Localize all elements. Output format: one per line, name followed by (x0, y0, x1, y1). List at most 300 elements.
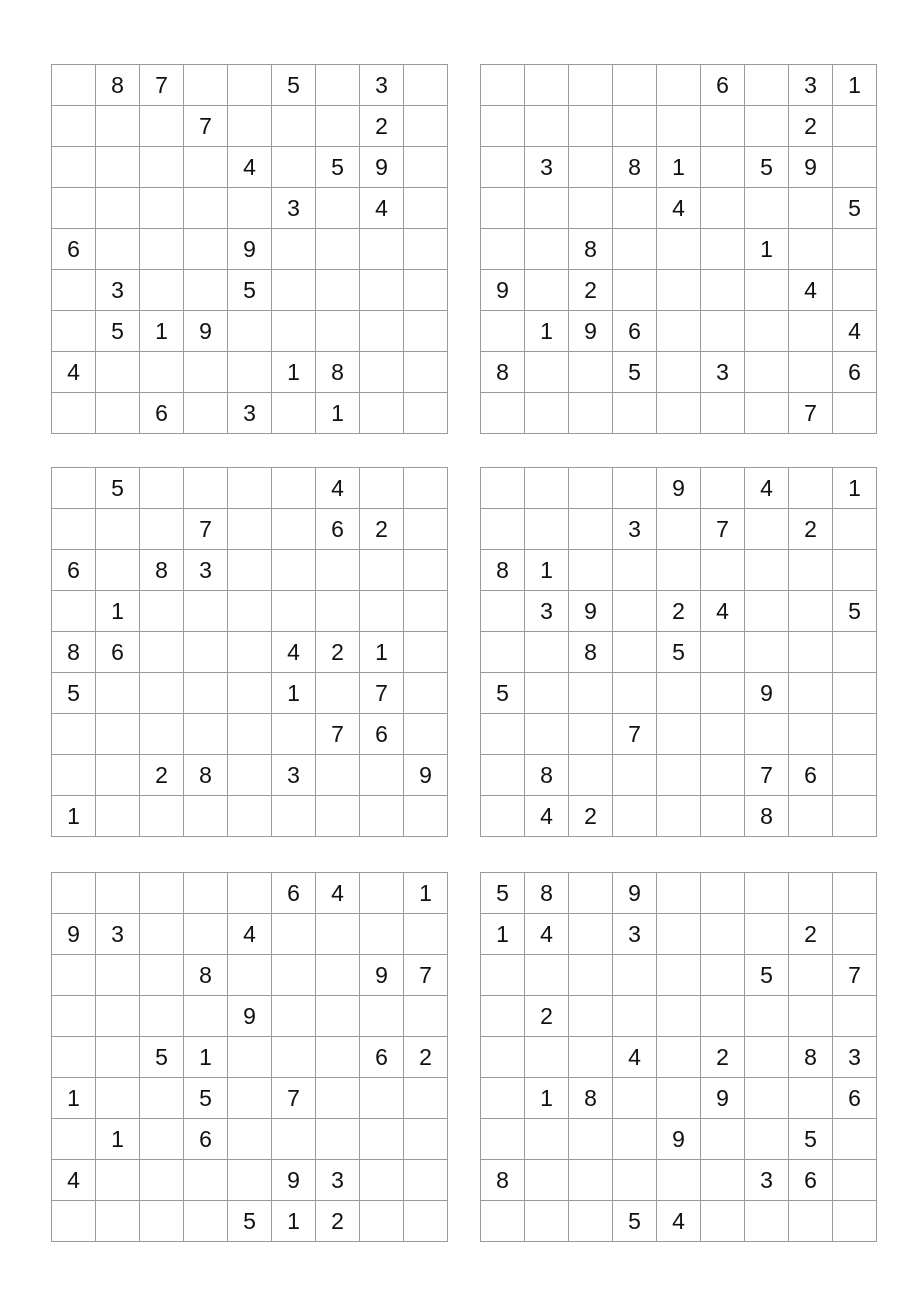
grid-cell (228, 1078, 272, 1119)
grid-cell (569, 1201, 613, 1242)
grid-cell (745, 714, 789, 755)
grid-cell (404, 1078, 448, 1119)
grid-cell (404, 714, 448, 755)
grid-cell (745, 632, 789, 673)
grid-cell (657, 673, 701, 714)
grid-cell (833, 393, 877, 434)
grid-cell: 2 (316, 1201, 360, 1242)
grid-cell (745, 311, 789, 352)
grid-cell (569, 996, 613, 1037)
grid-cell (316, 270, 360, 311)
grid-cell: 2 (657, 591, 701, 632)
grid-cell (96, 393, 140, 434)
grid-cell: 6 (52, 550, 96, 591)
grid-cell: 7 (789, 393, 833, 434)
grid-cell (789, 311, 833, 352)
grid-cell (613, 755, 657, 796)
grid-cell: 1 (140, 311, 184, 352)
grid-cell (657, 393, 701, 434)
grid-cell: 7 (613, 714, 657, 755)
grid-row (481, 632, 877, 673)
grid-cell (52, 714, 96, 755)
grid-cell: 3 (96, 270, 140, 311)
grid-cell (52, 1037, 96, 1078)
grid-cell (657, 1037, 701, 1078)
grid-cell (833, 914, 877, 955)
grid-row (481, 1037, 877, 1078)
grid-cell (833, 796, 877, 837)
grid-cell: 2 (404, 1037, 448, 1078)
grid-cell (833, 673, 877, 714)
grid-cell (52, 188, 96, 229)
grid-cell (52, 591, 96, 632)
grid-cell (360, 270, 404, 311)
grid-cell: 8 (745, 796, 789, 837)
grid-row (52, 714, 448, 755)
grid-cell (316, 955, 360, 996)
grid-cell: 5 (833, 591, 877, 632)
grid-cell: 2 (360, 509, 404, 550)
grid-cell: 4 (316, 873, 360, 914)
grid-cell (701, 1119, 745, 1160)
grid-cell (569, 914, 613, 955)
grid-cell (140, 673, 184, 714)
grid-cell: 7 (404, 955, 448, 996)
grid-cell (657, 270, 701, 311)
grid-cell: 6 (613, 311, 657, 352)
grid-cell (140, 591, 184, 632)
grid-cell: 9 (657, 468, 701, 509)
grid-cell (184, 632, 228, 673)
grid-cell (228, 509, 272, 550)
grid-cell (833, 1160, 877, 1201)
grid-cell (701, 1160, 745, 1201)
grid-cell (525, 270, 569, 311)
grid-row (481, 147, 877, 188)
grid-cell (789, 714, 833, 755)
grid-cell (360, 550, 404, 591)
grid-cell: 2 (316, 632, 360, 673)
grid-row (481, 106, 877, 147)
grid-cell (184, 591, 228, 632)
grid-cell (481, 1119, 525, 1160)
grid-cell: 4 (657, 188, 701, 229)
grid-cell (404, 468, 448, 509)
grid-cell (316, 996, 360, 1037)
grid-row (481, 311, 877, 352)
grid-cell (701, 550, 745, 591)
grid-cell: 9 (789, 147, 833, 188)
grid-cell (833, 229, 877, 270)
grid-cell (96, 996, 140, 1037)
grid-cell (745, 996, 789, 1037)
grid-cell (360, 914, 404, 955)
grid-cell: 4 (745, 468, 789, 509)
grid-row (481, 996, 877, 1037)
grid-cell: 1 (316, 393, 360, 434)
grid-row (52, 796, 448, 837)
grid-row (481, 955, 877, 996)
grid-cell (228, 955, 272, 996)
grid-cell: 6 (52, 229, 96, 270)
grid-cell: 8 (569, 632, 613, 673)
grid-cell (316, 755, 360, 796)
grid-cell (404, 632, 448, 673)
grid-cell: 2 (140, 755, 184, 796)
grid-cell: 8 (569, 229, 613, 270)
grid-cell (745, 106, 789, 147)
grid-cell (481, 229, 525, 270)
grid-cell (789, 550, 833, 591)
grid-row (481, 1201, 877, 1242)
grid-cell (789, 996, 833, 1037)
grid-cell (272, 1119, 316, 1160)
grid-row (52, 1160, 448, 1201)
grid-cell: 1 (184, 1037, 228, 1078)
grid-row (481, 714, 877, 755)
grid-cell (52, 955, 96, 996)
grid-cell (360, 796, 404, 837)
grid-cell (701, 873, 745, 914)
grid-cell: 5 (613, 352, 657, 393)
grid-cell (184, 1160, 228, 1201)
grid-cell (613, 468, 657, 509)
grid-cell: 5 (745, 147, 789, 188)
grid-cell: 3 (833, 1037, 877, 1078)
grid-cell (96, 755, 140, 796)
grid-cell: 1 (525, 1078, 569, 1119)
grid-cell (701, 468, 745, 509)
grid-cell (272, 147, 316, 188)
grid-cell (96, 550, 140, 591)
grid-cell (184, 996, 228, 1037)
grid-cell (569, 755, 613, 796)
grid-row (481, 393, 877, 434)
grid-cell (404, 393, 448, 434)
grid-cell (657, 352, 701, 393)
grid-cell: 4 (525, 796, 569, 837)
grid-cell (481, 591, 525, 632)
grid-cell (657, 996, 701, 1037)
grid-cell (96, 673, 140, 714)
grid-cell (833, 996, 877, 1037)
grid-cell (613, 673, 657, 714)
grid-row (52, 229, 448, 270)
grid-cell (228, 106, 272, 147)
grid-cell (789, 188, 833, 229)
grid-cell (140, 188, 184, 229)
grid-cell: 1 (745, 229, 789, 270)
grid-cell (272, 714, 316, 755)
grid-cell (140, 1078, 184, 1119)
grid-cell (481, 311, 525, 352)
grid-cell: 6 (789, 1160, 833, 1201)
grid-cell (360, 352, 404, 393)
grid-cell: 4 (789, 270, 833, 311)
grid-cell: 5 (52, 673, 96, 714)
grid-cell (657, 311, 701, 352)
grid-cell (789, 873, 833, 914)
grid-cell: 5 (228, 1201, 272, 1242)
grid-cell (52, 1201, 96, 1242)
grid-cell: 5 (833, 188, 877, 229)
grid-cell (228, 755, 272, 796)
grid-cell (52, 996, 96, 1037)
grid-cell (52, 311, 96, 352)
grid-cell: 3 (96, 914, 140, 955)
grid-cell (525, 352, 569, 393)
grid-cell (228, 188, 272, 229)
grid-cell: 2 (525, 996, 569, 1037)
grid-cell (701, 311, 745, 352)
grid-cell (525, 65, 569, 106)
grid-cell: 1 (833, 65, 877, 106)
grid-cell (701, 955, 745, 996)
grid-cell (745, 65, 789, 106)
grid-cell: 1 (272, 1201, 316, 1242)
grid-row (52, 393, 448, 434)
grid-cell (789, 468, 833, 509)
grid-cell (272, 955, 316, 996)
grid-cell (745, 1119, 789, 1160)
grid-cell (525, 188, 569, 229)
grid-cell: 6 (316, 509, 360, 550)
grid-cell (657, 229, 701, 270)
grid-cell (569, 1119, 613, 1160)
grid-row (481, 550, 877, 591)
grid-cell (140, 714, 184, 755)
grid-cell: 9 (228, 996, 272, 1037)
grid-cell (272, 311, 316, 352)
grid-cell (789, 1078, 833, 1119)
grid-cell (481, 955, 525, 996)
grid-cell (789, 229, 833, 270)
grid-cell: 4 (833, 311, 877, 352)
grid-cell (228, 673, 272, 714)
grid-cell: 5 (184, 1078, 228, 1119)
grid-cell (228, 468, 272, 509)
grid-cell: 5 (228, 270, 272, 311)
grid-cell: 6 (701, 65, 745, 106)
grid-cell (184, 914, 228, 955)
grid-cell (404, 352, 448, 393)
grid-cell (404, 1119, 448, 1160)
grid-cell (184, 873, 228, 914)
grid-cell: 4 (228, 914, 272, 955)
grid-cell (481, 755, 525, 796)
grid-cell (228, 1160, 272, 1201)
grid-cell (481, 1201, 525, 1242)
grid-cell (272, 591, 316, 632)
grid-cell (228, 796, 272, 837)
grid-row (481, 270, 877, 311)
grid-cell (745, 591, 789, 632)
grid-cell (657, 955, 701, 996)
grid-cell (316, 550, 360, 591)
grid-cell (657, 509, 701, 550)
grid-cell (525, 509, 569, 550)
grid-cell: 3 (525, 591, 569, 632)
grid-cell (140, 955, 184, 996)
grid-cell (404, 796, 448, 837)
grid-cell (569, 147, 613, 188)
grid-row (52, 591, 448, 632)
grid-cell: 8 (481, 550, 525, 591)
grid-cell (404, 106, 448, 147)
grid-cell (228, 1037, 272, 1078)
grid-cell (228, 632, 272, 673)
grid-cell (228, 311, 272, 352)
grid-cell (569, 393, 613, 434)
grid-cell (525, 106, 569, 147)
grid-cell (569, 509, 613, 550)
grid-row (52, 873, 448, 914)
grid-cell (525, 1160, 569, 1201)
grid-cell: 5 (613, 1201, 657, 1242)
grid-cell (96, 714, 140, 755)
grid-cell: 8 (316, 352, 360, 393)
grid-cell (613, 996, 657, 1037)
grid-row (52, 270, 448, 311)
grid-row (52, 509, 448, 550)
grid-cell (745, 914, 789, 955)
grid-cell (569, 714, 613, 755)
grid-cell (272, 996, 316, 1037)
grid-cell (96, 147, 140, 188)
grid-cell (184, 1201, 228, 1242)
grid-cell (184, 393, 228, 434)
grid-cell: 9 (360, 147, 404, 188)
sudoku-grid-5 (51, 872, 448, 1242)
grid-row (481, 65, 877, 106)
grid-row (481, 468, 877, 509)
grid-cell: 6 (833, 352, 877, 393)
grid-row (52, 632, 448, 673)
grid-cell (613, 796, 657, 837)
grid-row (52, 1201, 448, 1242)
grid-cell (657, 796, 701, 837)
grid-cell (833, 270, 877, 311)
grid-cell (272, 509, 316, 550)
grid-cell (789, 955, 833, 996)
grid-cell: 4 (360, 188, 404, 229)
grid-cell (701, 106, 745, 147)
grid-cell (316, 229, 360, 270)
grid-cell (789, 352, 833, 393)
grid-cell (404, 229, 448, 270)
grid-cell: 5 (481, 673, 525, 714)
grid-cell (833, 550, 877, 591)
grid-cell: 6 (789, 755, 833, 796)
grid-row (52, 996, 448, 1037)
grid-cell: 4 (272, 632, 316, 673)
grid-cell (316, 673, 360, 714)
grid-cell: 8 (481, 352, 525, 393)
grid-cell: 3 (613, 914, 657, 955)
grid-cell: 5 (96, 468, 140, 509)
grid-cell (360, 393, 404, 434)
grid-cell (657, 755, 701, 796)
grid-cell (404, 188, 448, 229)
grid-cell (360, 1119, 404, 1160)
grid-cell (404, 1160, 448, 1201)
grid-cell: 7 (701, 509, 745, 550)
grid-cell (140, 996, 184, 1037)
grid-cell: 5 (272, 65, 316, 106)
grid-cell: 1 (833, 468, 877, 509)
grid-cell: 9 (657, 1119, 701, 1160)
grid-cell (613, 106, 657, 147)
grid-cell (481, 65, 525, 106)
grid-cell (140, 229, 184, 270)
grid-cell (481, 147, 525, 188)
grid-cell (404, 1201, 448, 1242)
grid-cell (228, 873, 272, 914)
grid-cell (657, 1160, 701, 1201)
grid-row (52, 755, 448, 796)
grid-cell (701, 796, 745, 837)
grid-cell: 3 (745, 1160, 789, 1201)
grid-cell: 4 (657, 1201, 701, 1242)
grid-cell: 7 (184, 106, 228, 147)
grid-row (481, 1160, 877, 1201)
grid-cell (613, 188, 657, 229)
grid-cell (745, 1037, 789, 1078)
grid-cell (52, 393, 96, 434)
grid-row (52, 311, 448, 352)
grid-cell (140, 796, 184, 837)
sudoku-grid-1 (51, 64, 448, 434)
grid-cell (701, 714, 745, 755)
grid-cell (833, 509, 877, 550)
grid-cell: 5 (745, 955, 789, 996)
grid-cell: 8 (184, 755, 228, 796)
grid-cell (481, 796, 525, 837)
grid-cell (96, 106, 140, 147)
grid-cell (228, 65, 272, 106)
grid-cell (701, 632, 745, 673)
grid-row (481, 1119, 877, 1160)
grid-cell (96, 229, 140, 270)
grid-cell: 3 (228, 393, 272, 434)
grid-cell (140, 914, 184, 955)
grid-cell (316, 188, 360, 229)
grid-row (52, 914, 448, 955)
grid-cell (481, 393, 525, 434)
grid-cell (745, 873, 789, 914)
grid-cell (272, 468, 316, 509)
grid-cell (316, 796, 360, 837)
grid-cell (96, 796, 140, 837)
grid-cell: 9 (613, 873, 657, 914)
grid-cell (701, 673, 745, 714)
grid-cell (745, 188, 789, 229)
grid-cell (316, 65, 360, 106)
grid-cell (360, 1160, 404, 1201)
grid-cell: 6 (140, 393, 184, 434)
grid-cell: 2 (569, 270, 613, 311)
grid-cell (140, 106, 184, 147)
grid-cell: 7 (745, 755, 789, 796)
grid-cell: 5 (316, 147, 360, 188)
grid-cell (613, 550, 657, 591)
grid-cell: 6 (360, 1037, 404, 1078)
grid-cell: 5 (657, 632, 701, 673)
grid-cell: 8 (184, 955, 228, 996)
grid-cell (701, 755, 745, 796)
grid-cell: 9 (404, 755, 448, 796)
grid-cell: 5 (96, 311, 140, 352)
